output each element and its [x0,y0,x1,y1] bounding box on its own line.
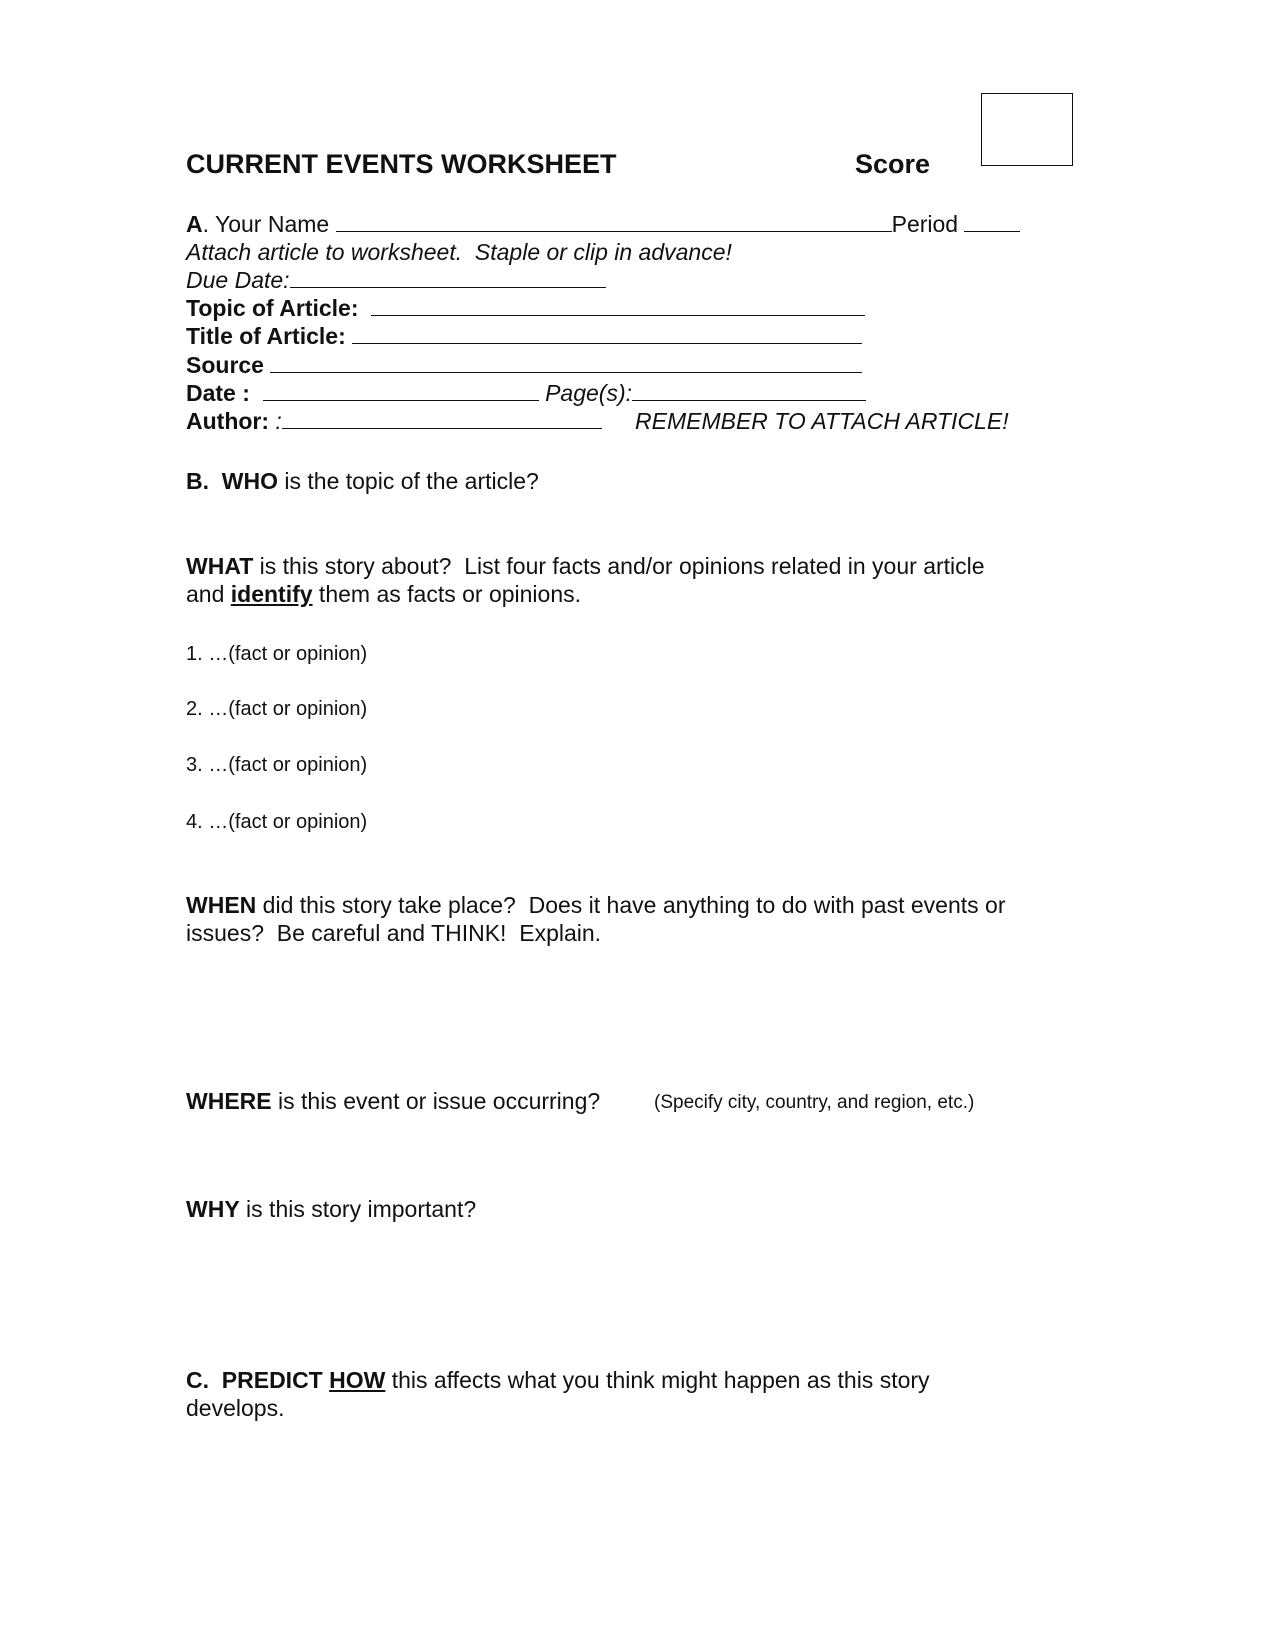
predict-keyword: PREDICT [221,1367,323,1393]
period-blank[interactable] [964,211,1020,232]
list-item: 1. …(fact or opinion) [186,643,368,665]
where-keyword: WHERE [186,1088,272,1114]
predict-question-line2: develops. [186,1395,285,1421]
author-label: Author: [186,408,270,434]
topic-line [186,294,865,322]
due-date-label: Due Date: [186,267,290,293]
where-question [186,1087,600,1115]
predict-text: this affects what you think might happen as this story [385,1367,930,1393]
topic-blank[interactable] [371,295,865,316]
when-text: did this story take place? Does it have anything to do with past events or [256,892,1006,918]
attach-note: Attach article to worksheet. Staple or clip in advance! [186,239,732,265]
article-title-line [186,322,862,350]
what-text2-suffix: them as facts or opinions. [312,581,582,607]
article-title-label: Title of Article: [186,323,346,349]
section-b-label: B. [186,468,209,494]
due-date-blank[interactable] [290,267,606,288]
source-blank[interactable] [270,352,862,373]
page-title: CURRENT EVENTS WORKSHEET [186,149,617,179]
name-label: . Your Name [202,211,330,237]
when-keyword: WHEN [186,892,257,918]
where-note: (Specify city, country, and region, etc.) [654,1092,975,1113]
remember-note: REMEMBER TO ATTACH ARTICLE! [635,408,1009,434]
what-question-line2 [186,580,581,608]
source-label: Source [186,352,264,378]
why-text: is this story important? [239,1196,477,1222]
score-label: Score [855,149,931,179]
when-question-line2: issues? Be careful and THINK! Explain. [186,920,602,946]
source-line [186,351,862,379]
who-question [186,467,539,495]
identify-word: identify [230,581,313,607]
name-blank[interactable] [336,211,892,232]
name-line [186,210,1020,238]
pages-label: Page(s): [545,380,633,406]
what-keyword: WHAT [186,553,254,579]
where-text: is this event or issue occurring? [271,1088,601,1114]
date-line [186,379,866,407]
list-item: 4. …(fact or opinion) [186,811,368,833]
how-keyword: HOW [329,1367,386,1393]
period-label: Period [891,211,959,237]
what-question-line1 [186,552,985,580]
what-text: is this story about? List four facts and/or opinions related in your article [253,553,985,579]
list-item: 2. …(fact or opinion) [186,698,368,720]
author-blank[interactable] [282,408,602,429]
author-colon: : [275,408,282,434]
section-c-label: C. [186,1367,209,1393]
date-blank[interactable] [263,380,539,401]
why-question [186,1195,476,1223]
score-box[interactable] [981,93,1073,166]
article-title-blank[interactable] [352,323,862,344]
topic-label: Topic of Article: [186,295,359,321]
date-label: Date : [186,380,250,406]
predict-question-line1 [186,1366,930,1394]
author-line [186,407,602,435]
due-date-line [186,266,606,294]
when-question-line1 [186,891,1005,919]
why-keyword: WHY [186,1196,240,1222]
who-keyword: WHO [221,468,278,494]
what-text2-prefix: and [186,581,231,607]
list-item: 3. …(fact or opinion) [186,754,368,776]
who-text: is the topic of the article? [278,468,539,494]
pages-blank[interactable] [632,380,866,401]
section-a-label: A [186,211,203,237]
